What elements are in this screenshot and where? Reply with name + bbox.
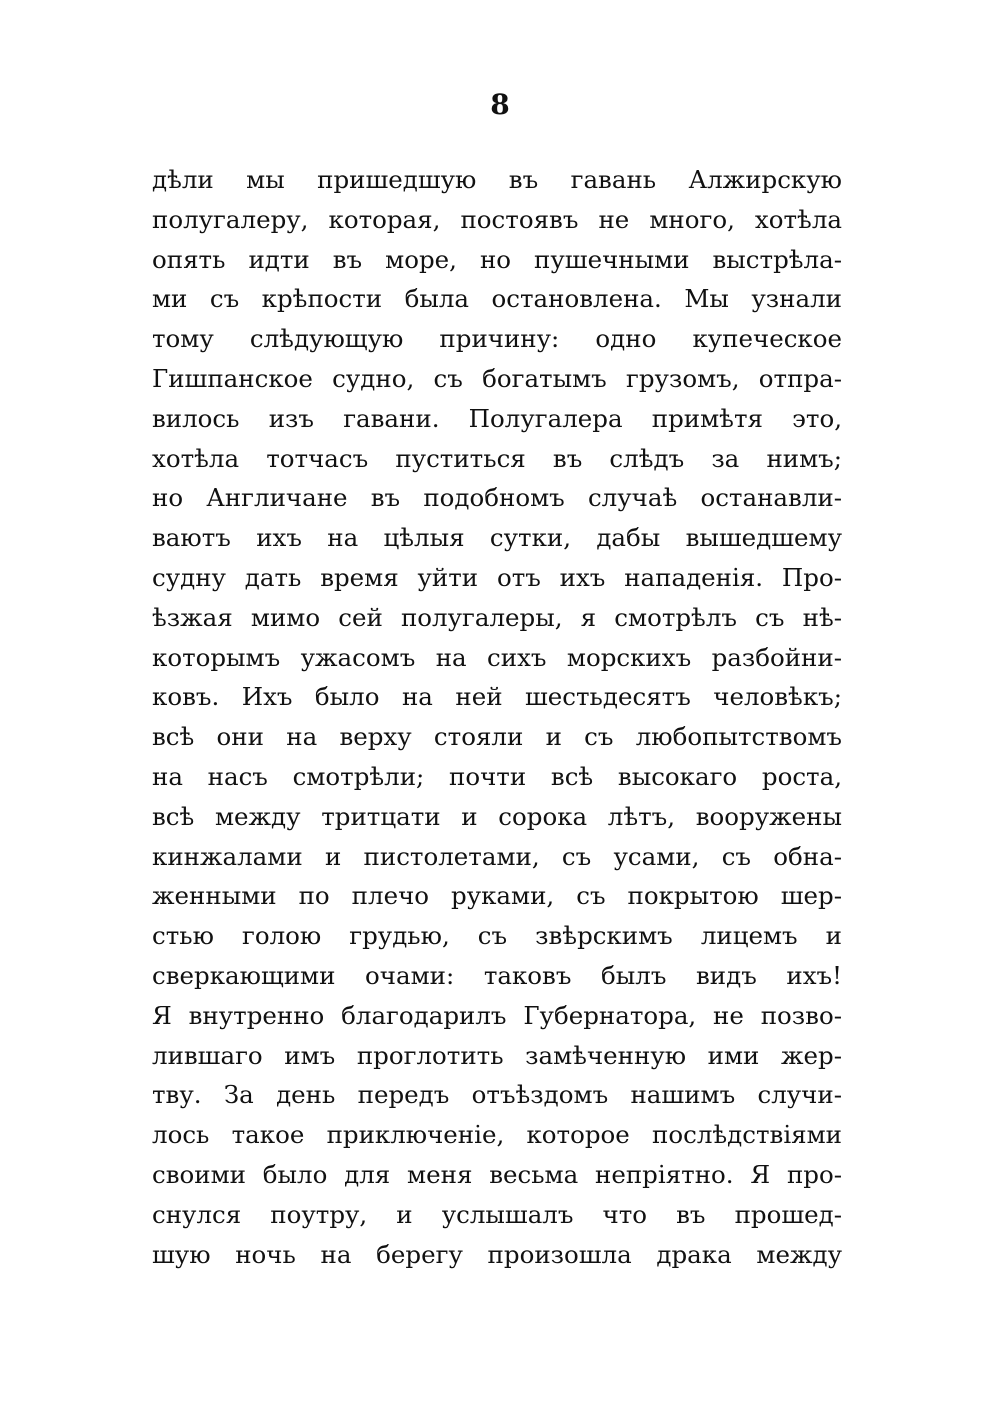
text-line: судну дать время уйти отъ ихъ нападенія. Про- [152,562,842,592]
text-line: Я внутренно благодарилъ Губернатора, не позво- [152,1000,842,1030]
text-body [152,160,842,1274]
text-line: но Англичане въ подобномъ случаѣ останавли- [152,483,842,513]
text-line: опять идти въ море, но пушечными выстрѣла- [152,244,842,274]
text-line: ваютъ ихъ на цѣлыя сутки, дабы вышедшему [152,523,842,553]
text-line: ѣзжая мимо сей полугалеры, я смотрѣлъ съ нѣ- [152,602,842,632]
text-line: вилось изъ гавани. Полугалера примѣтя это, [152,403,842,433]
text-line: ковъ. Ихъ было на ней шестьдесятъ человѣкъ; [152,682,842,712]
text-line: лось такое приключеніе, которое послѣдствіями [152,1120,842,1150]
text-line: стью голою грудью, съ звѣрскимъ лицемъ и [152,921,842,951]
text-line: дѣли мы пришедшую въ гавань Алжирскую [152,165,842,194]
text-line: своими было для меня весьма непріятно. Я про- [152,1159,842,1189]
text-line: лившаго имъ проглотить замѣченную ими жер- [152,1040,842,1070]
text-line: которымъ ужасомъ на сихъ морскихъ разбойни- [152,642,842,672]
text-line: полугалеру, которая, постоявъ не много, хотѣла [152,204,842,234]
text-line: снулся поутру, и услышалъ что въ прошед- [152,1199,842,1229]
page-number: 8 [490,88,510,121]
text-line: сверкающими очами: таковъ былъ видъ ихъ! [152,960,842,990]
text-line: тву. За день передъ отъѣздомъ нашимъ случи- [152,1080,842,1110]
text-line: всѣ они на верху стояли и съ любопытствомъ [152,722,842,752]
text-line: ми съ крѣпости была остановлена. Мы узнали [152,284,842,314]
text-line: на насъ смотрѣли; почти всѣ высокаго роста, [152,761,842,791]
text-line: всѣ между тритцати и сорока лѣтъ, вооружены [152,801,842,831]
text-line: Гишпанское судно, съ богатымъ грузомъ, отпра- [152,363,842,393]
text-line: хотѣла тотчасъ пуститься въ слѣдъ за нимъ; [152,443,842,473]
text-line: шую ночь на берегу произошла драка между [152,1239,842,1269]
text-line: кинжалами и пистолетами, съ усами, съ обна- [152,841,842,871]
text-line: тому слѣдующую причину: одно купеческое [152,324,842,354]
text-line: женными по плечо руками, съ покрытою шер- [152,881,842,911]
